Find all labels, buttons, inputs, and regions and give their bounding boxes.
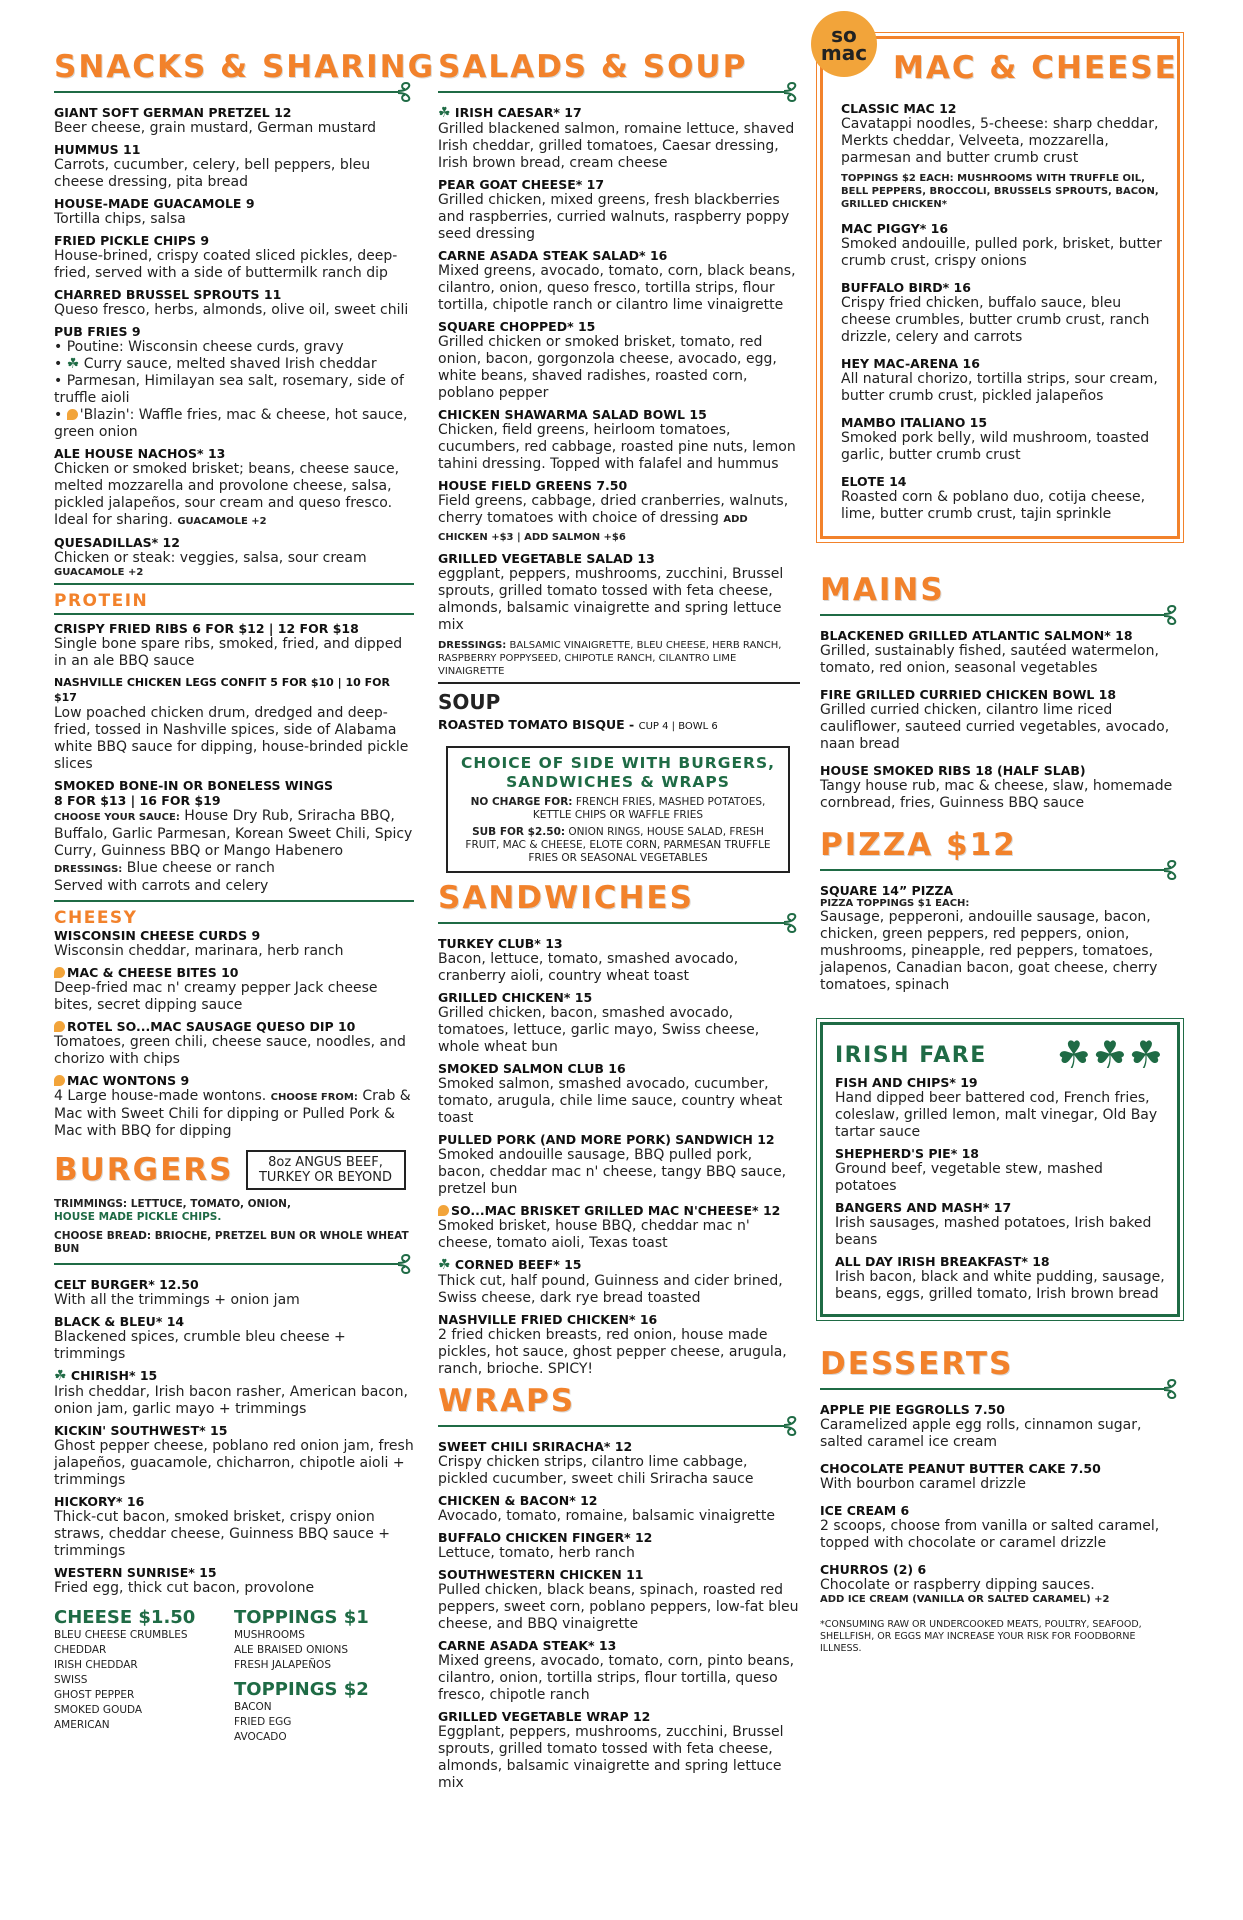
menu-item: SQUARE CHOPPED* 15 Grilled chicken or smoked brisket, tomato, red onion, bacon, gorgonzola cheese, avocado, egg, white beans, shaved radishes, roasted corn, poblano pepper	[438, 319, 777, 401]
topping-addons: TOPPINGS $1 MUSHROOMS ALE BRAISED ONIONS FRESH JALAPEÑOS TOPPINGS $2 BACON FRIED EGG AVOCADO	[234, 1607, 369, 1743]
menu-item: SO...MAC BRISKET GRILLED MAC N'CHEESE* 12 Smoked brisket, house BBQ, cheddar mac n' cheese, tomato aioli, Texas toast	[438, 1202, 781, 1251]
menu-item: NASHVILLE CHICKEN LEGS CONFIT 5 FOR $10 | 10 FOR $17 Low poached chicken drum, dredged and deep-fried, tossed in Nashville spices, side of Alabama white BBQ sauce for dipping, house-brinded pickle slices	[54, 676, 409, 772]
menu-item: WISCONSIN CHEESE CURDS 9 Wisconsin cheddar, marinara, herb ranch	[54, 928, 344, 959]
menu-item: CARNE ASADA STEAK* 13 Mixed greens, avocado, tomato, corn, pinto beans, cilantro, onion, tortilla strips, flour tortilla, queso fresco, chipotle ranch	[438, 1637, 795, 1703]
menu-item: KICKIN' SOUTHWEST* 15 Ghost pepper cheese, poblano red onion jam, fresh jalapeños, guacamole, chicharron, chipotle aioli + trimmings	[54, 1423, 414, 1488]
shamrock-icon: ☘	[54, 1368, 67, 1384]
menu-item: ROTEL SO...MAC SAUSAGE QUESO DIP 10 Tomatoes, green chili, cheese sauce, noodles, and chorizo with chips	[54, 1019, 406, 1067]
menu-item: ELOTE 14 Roasted corn & poblano duo, cotija cheese, lime, butter crumb crust, tajin sprinkle	[841, 474, 1146, 522]
menu-item: SQUARE 14” PIZZA PIZZA TOPPINGS $1 EACH: Sausage, pepperoni, andouille sausage, bacon, chicken, green peppers, red peppers, onion, mushrooms, pineapple, red peppers, tomatoes, jalapenos, Canadian bacon, goat cheese, cherry tomatoes, spinach	[820, 883, 1158, 993]
menu-item: BLACK & BLEU* 14 Blackened spices, crumble bleu cheese + trimmings	[54, 1314, 346, 1362]
so-mac-logo: so mac	[811, 11, 877, 77]
menu-item: CHARRED BRUSSEL SPROUTS 11 Queso fresco, herbs, almonds, olive oil, sweet chili	[54, 287, 409, 318]
menu-item: PEAR GOAT CHEESE* 17 Grilled chicken, mixed greens, fresh blackberries and raspberries, curried walnuts, raspberry poppy seed dressing	[438, 177, 790, 242]
menu-item: SMOKED SALMON CLUB 16 Smoked salmon, smashed avocado, cucumber, tomato, arugula, chile lime sauce, country wheat toast	[438, 1060, 783, 1126]
salads-title: SALADS & SOUP	[438, 49, 748, 85]
menu-item: BUFFALO CHICKEN FINGER* 12 Lettuce, tomato, herb ranch	[438, 1529, 653, 1561]
divider	[438, 682, 800, 684]
menu-item: BUFFALO BIRD* 16 Crispy fried chicken, buffalo sauce, bleu cheese crumbles, butter crumb crust, ranch drizzle, celery and carrots	[841, 280, 1150, 345]
column-left: SNACKS & SHARING GIANT SOFT GERMAN PRETZEL 12 Beer cheese, grain mustard, German mustard HUMMUS 11 Carrots, cucumber, celery, bell peppers, bleu cheese dressing, pita bread HOUSE-MADE GUACAMOLE 9 Tortilla chips, salsa FRIED PICKLE CHIPS 9 House-brined, crispy coated sliced pickles, deep-fried, served with a side of buttermilk ranch dip CHARRED BRUSSEL SPROUTS 11 Queso fresco, herbs, almonds, olive oil, sweet chili PUB FRIES 9 • Poutine: Wisconsin cheese curds, gravy • ☘ Curry sauce, melted shaved Irish cheddar • Parmesan, Himilayan sea salt, rosemary, side of truffle aioli • 'Blazin': Waffle fries, mac & cheese, hot sauce, green onion ALE HOUSE NACHOS* 13 Chicken or smoked brisket; beans, cheese sauce, melted mozzarella and provolone cheese, salsa, pickled jalapeños, sour cream and queso fresco. Ideal for sharing. GUACAMOLE +2 QUESADILLAS* 12 Chicken or steak: veggies, salsa, sour cream GUACAMOLE +2 PROTEIN CRISPY FRIED RIBS 6 FOR $12 | 12 FOR $18 Single bone spare ribs, smoked, fried, and dipped in an ale BBQ sauce NASHVILLE CHICKEN LEGS CONFIT 5 FOR $10 | 10 FOR $17 Low poached chicken drum, dredged and deep-fried, tossed in Nashville spices, side of Alabama white BBQ sauce for dipping, house-brinded pickle slices SMOKED BONE-IN OR BONELESS WINGS 8 FOR $13 | 16 FOR $19 CHOOSE YOUR SAUCE: House Dry Rub, Sriracha BBQ, Buffalo, Garlic Parmesan, Korean Sweet Chili, Spicy Curry, Guinness BBQ or Mango Habenero DRESSINGS: Blue cheese or ranch Served with carrots and celery CHEESY WISCONSIN CHEESE CURDS 9 Wisconsin cheddar, marinara, herb ranch MAC & CHEESE BITES 10 Deep-fried mac n' creamy pepper Jack cheese bites, secret dipping sauce ROTEL SO...MAC SAUSAGE QUESO DIP 10 Tomatoes, green chili, cheese sauce, noodles, and chorizo with chips MAC WONTONS 9 4 Large house-made wontons. CHOOSE FROM: Crab & Mac with Sweet Chili for dipping or Pulled Pork & Mac with BBQ for dipping BURGERS 8oz ANGUS BEEF, TURKEY OR BEYOND TRIMMINGS: LETTUCE, TOMATO, ONION, HOUSE MADE PICKLE CHIPS. CHOOSE BREAD: BRIOCHE, PRETZEL BUN OR WHOLE WHEAT BUN CELT BURGER* 12.50 With all the trimmings + onion jam BLACK & BLEU* 14 Blackened spices, crumble bleu cheese + trimmings ☘ CHIRISH* 15 Irish cheddar, Irish bacon rasher, American bacon, onion jam, garlic mayo + trimmings KICKIN' SOUTHWEST* 15 Ghost pepper cheese, poblano red onion jam, fresh jalapeños, guacamole, chicharron, chipotle aioli + trimmings HICKORY* 16 Thick-cut bacon, smoked brisket, crispy onion straws, cheddar cheese, Guinness BBQ sauce + trimmings WESTERN SUNRISE* 15 Fried egg, thick cut bacon, provolone CHEESE $1.50 BLEU CHEESE CRUMBLES CHEDDAR IRISH CHEDDAR SWISS GHOST PEPPER SMOKED GOUDA AMERICAN TOPPINGS $1 MUSHROOMS ALE BRAISED ONIONS FRESH JALAPEÑOS TOPPINGS $2 BACON FRIED EGG AVOCADO	[54, 49, 436, 1743]
shamrock-icon: ☘	[438, 1256, 451, 1273]
column-middle: SALADS & SOUP ☘ IRISH CAESAR* 17 Grilled blackened salmon, romaine lettuce, shaved Irish cheddar, grilled tomatoes, Caesar dressing, Irish brown bread, cream cheese PEAR GOAT CHEESE* 17 Grilled chicken, mixed greens, fresh blackberries and raspberries, curried walnuts, raspberry poppy seed dressing CARNE ASADA STEAK SALAD* 16 Mixed greens, avocado, tomato, corn, black beans, cilantro, onion, queso fresco, tortilla strips, flour tortilla, chipotle ranch or cilantro lime vinaigrette SQUARE CHOPPED* 15 Grilled chicken or smoked brisket, tomato, red onion, bacon, gorgonzola cheese, avocado, egg, white beans, shaved radishes, roasted corn, poblano pepper CHICKEN SHAWARMA SALAD BOWL 15 Chicken, field greens, heirloom tomatoes, cucumbers, red cabbage, roasted pine nuts, lemon tahini dressing. Topped with falafel and hummus HOUSE FIELD GREENS 7.50 Field greens, cabbage, dried cranberries, walnuts, cherry tomatoes with choice of dressing ADD CHICKEN +$3 | ADD SALMON +$6 GRILLED VEGETABLE SALAD 13 eggplant, peppers, mushrooms, zucchini, Brussel sprouts, grilled tomato tossed with feta cheese, almonds, balsamic vinaigrette and spring lettuce mix DRESSINGS: BALSAMIC VINAIGRETTE, BLEU CHEESE, HERB RANCH, RASPBERRY POPPYSEED, CHIPOTLE RANCH, CILANTRO LIME VINAIGRETTE SOUP ROASTED TOMATO BISQUE - CUP 4 | BOWL 6 CHOICE OF SIDE WITH BURGERS, SANDWICHES & WRAPS NO CHARGE FOR: FRENCH FRIES, MASHED POTATOES, KETTLE CHIPS OR WAFFLE FRIES SUB FOR $2.50: ONION RINGS, HOUSE SALAD, FRESH FRUIT, MAC & CHEESE, ELOTE CORN, PARMESAN TRUFFLE FRIES OR SEASONAL VEGETABLES SANDWICHES TURKEY CLUB* 13 Bacon, lettuce, tomato, smashed avocado, cranberry aioli, country wheat toast GRILLED CHICKEN* 15 Grilled chicken, bacon, smashed avocado, tomatoes, lettuce, garlic mayo, Swiss cheese, whole wheat bun SMOKED SALMON CLUB 16 Smoked salmon, smashed avocado, cucumber, tomato, arugula, chile lime sauce, country wheat toast PULLED PORK (AND MORE PORK) SANDWICH 12 Smoked andouille sausage, BBQ pulled pork, bacon, cheddar mac n' cheese, tangy BBQ sauce, pretzel bun SO...MAC BRISKET GRILLED MAC N'CHEESE* 12 Smoked brisket, house BBQ, cheddar mac n' cheese, tomato aioli, Texas toast ☘ CORNED BEEF* 15 Thick cut, half pound, Guinness and cider brined, Swiss cheese, dark rye bread toasted NASHVILLE FRIED CHICKEN* 16 2 fried chicken breasts, red onion, house made pickles, hot sauce, ghost pepper cheese, arugula, ranch, brioche. SPICY! WRAPS SWEET CHILI SRIRACHA* 12 Crispy chicken strips, cilantro lime cabbage, pickled cucumber, sweet chili Sriracha sauce CHICKEN & BACON* 12 Avocado, tomato, romaine, balsamic vinaigrette BUFFALO CHICKEN FINGER* 12 Lettuce, tomato, herb ranch SOUTHWESTERN CHICKEN 11 Pulled chicken, black beans, spinach, roasted red peppers, sweet corn, poblano peppers, low-fat bleu cheese, and BBQ vinaigrette CARNE ASADA STEAK* 13 Mixed greens, avocado, tomato, corn, pinto beans, cilantro, onion, tortilla strips, flour tortilla, queso fresco, chipotle ranch GRILLED VEGETABLE WRAP 12 Eggplant, peppers, mushrooms, zucchini, Brussel sprouts, grilled tomato tossed with feta cheese, almonds, balsamic vinaigrette and spring lettuce mix	[438, 49, 799, 1791]
section-divider	[54, 85, 414, 99]
menu-item: GIANT SOFT GERMAN PRETZEL 12 Beer cheese, grain mustard, German mustard	[54, 105, 377, 136]
menu-item: NASHVILLE FRIED CHICKEN* 16 2 fried chicken breasts, red onion, house made pickles, hot sauce, ghost pepper cheese, arugula, ranch, brioche. SPICY!	[438, 1311, 787, 1377]
mains-title: MAINS	[820, 572, 945, 608]
raw-food-disclaimer: *CONSUMING RAW OR UNDERCOOKED MEATS, POULTRY, SEAFOOD, SHELLFISH, OR EGGS MAY INCREASE YOUR RISK FOR FOODBORNE ILLNESS.	[820, 1619, 1142, 1654]
shamrock-icon: ☘	[438, 105, 451, 121]
menu-item: SHEPHERD'S PIE* 18 Ground beef, vegetable stew, mashed potatoes	[835, 1146, 1103, 1194]
cheese-addons: CHEESE $1.50 BLEU CHEESE CRUMBLES CHEDDAR IRISH CHEDDAR SWISS GHOST PEPPER SMOKED GOUDA AMERICAN	[54, 1607, 196, 1731]
menu-item: HOUSE-MADE GUACAMOLE 9 Tortilla chips, salsa	[54, 196, 255, 227]
section-divider	[54, 1257, 414, 1271]
menu-item: CLASSIC MAC 12 Cavatappi noodles, 5-cheese: sharp cheddar, Merkts cheddar, Velveeta, mozzarella, parmesan and butter crumb crust	[841, 101, 1159, 166]
desserts-title: DESSERTS	[820, 1346, 1014, 1382]
menu-item: CELT BURGER* 12.50 With all the trimmings + onion jam	[54, 1277, 300, 1308]
menu-item: CRISPY FRIED RIBS 6 FOR $12 | 12 FOR $18 Single bone spare ribs, smoked, fried, and dipped in an ale BBQ sauce	[54, 621, 403, 669]
menu-item: CHURROS (2) 6 Chocolate or raspberry dipping sauces. ADD ICE CREAM (VANILLA OR SALTED CARAMEL) +2	[820, 1562, 1110, 1605]
sandwiches-title: SANDWICHES	[438, 879, 694, 916]
menu-item: APPLE PIE EGGROLLS 7.50 Caramelized apple egg rolls, cinnamon sugar, salted caramel ice cream	[820, 1402, 1142, 1450]
menu-item: GRILLED VEGETABLE SALAD 13 eggplant, peppers, mushrooms, zucchini, Brussel sprouts, grilled tomato tossed with feta cheese, almonds, balsamic vinaigrette and spring lettuce mix	[438, 551, 784, 633]
menu-item: HOUSE SMOKED RIBS 18 (HALF SLAB) Tangy house rub, mac & cheese, slaw, homemade cornbread, fries, Guinness BBQ sauce	[820, 763, 1173, 811]
menu-item: SMOKED BONE-IN OR BONELESS WINGS 8 FOR $13 | 16 FOR $19 CHOOSE YOUR SAUCE: House Dry Rub, Sriracha BBQ, Buffalo, Garlic Parmesan, Korean Sweet Chili, Spicy Curry, Guinness BBQ or Mango Habenero DRESSINGS: Blue cheese or ranch Served with carrots and celery	[54, 778, 413, 894]
menu-item: GRILLED VEGETABLE WRAP 12 Eggplant, peppers, mushrooms, zucchini, Brussel sprouts, grilled tomato tossed with feta cheese, almonds, balsamic vinaigrette and spring lettuce mix	[438, 1708, 784, 1791]
section-divider	[820, 1382, 1180, 1396]
cheesy-title: CHEESY	[54, 908, 138, 928]
burgers-header	[54, 1150, 414, 1190]
menu-item: HOUSE FIELD GREENS 7.50 Field greens, cabbage, dried cranberries, walnuts, cherry tomatoes with choice of dressing ADD CHICKEN +$3 | ADD SALMON +$6	[438, 478, 789, 543]
mac-title: MAC & CHEESE	[893, 50, 1178, 86]
menu-item: MAC PIGGY* 16 Smoked andouille, pulled pork, brisket, butter crumb crust, crispy onions	[841, 221, 1162, 269]
protein-title: PROTEIN	[54, 591, 149, 611]
menu-item: FRIED PICKLE CHIPS 9 House-brined, crispy coated sliced pickles, deep-fried, served with a side of buttermilk ranch dip	[54, 233, 398, 281]
irish-fare-box	[820, 1022, 1180, 1317]
divider	[54, 613, 414, 615]
menu-item: FISH AND CHIPS* 19 Hand dipped beer battered cod, French fries, coleslaw, grilled lemon, malt vinegar, Old Bay tartar sauce	[835, 1075, 1158, 1140]
menu-item: FIRE GRILLED CURRIED CHICKEN BOWL 18 Grilled curried chicken, cilantro lime riced cauliflower, sauteed curried vegetables, avocado, naan bread	[820, 687, 1170, 752]
menu-item: ICE CREAM 6 2 scoops, choose from vanilla or salted caramel, topped with chocolate or caramel drizzle	[820, 1503, 1160, 1551]
wraps-title: WRAPS	[438, 1382, 576, 1419]
menu-item: HUMMUS 11 Carrots, cucumber, celery, bell peppers, bleu cheese dressing, pita bread	[54, 142, 371, 190]
menu-item: WESTERN SUNRISE* 15 Fried egg, thick cut bacon, provolone	[54, 1565, 315, 1596]
menu-item: ALL DAY IRISH BREAKFAST* 18 Irish bacon, black and white pudding, sausage, beans, eggs, grilled tomato, Irish brown bread	[835, 1254, 1165, 1302]
mac-cheese-box: so mac MAC & CHEESE CLASSIC MAC 12 Cavatappi noodles, 5-cheese: sharp cheddar, Merkts cheddar, Velveeta, mozzarella, parmesan and butter crumb crust TOPPINGS $2 EACH: MUSHROOMS WITH TRUFFLE OIL, BELL PEPPERS, BROCCOLI, BRUSSELS SPROUTS, BACON, GRILLED CHICKEN* MAC PIGGY* 16 Smoked andouille, pulled pork, brisket, butter crumb crust, crispy onions BUFFALO BIRD* 16 Crispy fried chicken, buffalo sauce, bleu cheese crumbles, butter crumb crust, ranch drizzle, celery and carrots HEY MAC-ARENA 16 All natural chorizo, tortilla strips, sour cream, butter crumb crust, pickled jalapeños MAMBO ITALIANO 15 Smoked pork belly, wild mushroom, toasted garlic, butter crumb crust ELOTE 14 Roasted corn & poblano duo, cotija cheese, lime, butter crumb crust, tajin sprinkle	[820, 36, 1180, 539]
menu-item: QUESADILLAS* 12 Chicken or steak: veggies, salsa, sour cream GUACAMOLE +2	[54, 535, 367, 578]
section-divider	[820, 608, 1180, 622]
section-divider	[438, 85, 800, 99]
menu-item: BLACKENED GRILLED ATLANTIC SALMON* 18 Grilled, sustainably fished, sautéed watermelon, tomato, red onion, seasonal vegetables	[820, 628, 1159, 676]
so-mac-cone-icon	[54, 1075, 65, 1086]
so-mac-cone-icon	[438, 1205, 449, 1216]
section-divider	[438, 916, 800, 930]
so-mac-cone-icon	[54, 967, 65, 978]
so-mac-cone-icon	[54, 1021, 65, 1032]
menu-item: ☘ CORNED BEEF* 15 Thick cut, half pound, Guinness and cider brined, Swiss cheese, dark rye bread toasted	[438, 1256, 783, 1306]
menu-item: CARNE ASADA STEAK SALAD* 16 Mixed greens, avocado, tomato, corn, black beans, cilantro, onion, queso fresco, tortilla strips, flour tortilla, chipotle ranch or cilantro lime vinaigrette	[438, 248, 796, 313]
menu-item: BANGERS AND MASH* 17 Irish sausages, mashed potatoes, Irish baked beans	[835, 1200, 1152, 1248]
pub-fries: PUB FRIES 9 • Poutine: Wisconsin cheese curds, gravy • ☘ Curry sauce, melted shaved Irish cheddar • Parmesan, Himilayan sea salt, rosemary, side of truffle aioli • 'Blazin': Waffle fries, mac & cheese, hot sauce, green onion	[54, 324, 408, 440]
menu-item: CHOCOLATE PEANUT BUTTER CAKE 7.50 With bourbon caramel drizzle	[820, 1461, 1101, 1492]
menu-item: SWEET CHILI SRIRACHA* 12 Crispy chicken strips, cilantro lime cabbage, pickled cucumber, sweet chili Sriracha sauce	[438, 1438, 754, 1487]
menu-item: PULLED PORK (AND MORE PORK) SANDWICH 12 Smoked andouille sausage, BBQ pulled pork, bacon, cheddar mac n' cheese, tangy BBQ sauce, pretzel bun	[438, 1131, 787, 1197]
section-divider	[438, 1419, 800, 1433]
column-right	[820, 23, 1180, 1655]
menu-item: CHICKEN SHAWARMA SALAD BOWL 15 Chicken, field greens, heirloom tomatoes, cucumbers, red cabbage, roasted pine nuts, lemon tahini dressing. Topped with falafel and hummus	[438, 407, 796, 472]
menu-item: HICKORY* 16 Thick-cut bacon, smoked brisket, crispy onion straws, cheddar cheese, Guinness BBQ sauce + trimmings	[54, 1494, 391, 1559]
menu-item: ALE HOUSE NACHOS* 13 Chicken or smoked brisket; beans, cheese sauce, melted mozzarella and provolone cheese, salsa, pickled jalapeños, sour cream and queso fresco. Ideal for sharing. GUACAMOLE +2	[54, 446, 400, 528]
divider	[54, 583, 414, 585]
divider	[54, 900, 414, 902]
burger-protein-badge: 8oz ANGUS BEEF, TURKEY OR BEYOND	[246, 1150, 406, 1190]
irish-title: IRISH FARE	[835, 1042, 987, 1068]
menu-item: HEY MAC-ARENA 16 All natural chorizo, tortilla strips, sour cream, butter crumb crust, pickled jalapeños	[841, 356, 1158, 404]
add-ons	[54, 1607, 414, 1745]
shamrock-icon: ☘	[66, 356, 80, 372]
sides-box: CHOICE OF SIDE WITH BURGERS, SANDWICHES & WRAPS NO CHARGE FOR: FRENCH FRIES, MASHED POTATOES, KETTLE CHIPS OR WAFFLE FRIES SUB FOR $2.50: ONION RINGS, HOUSE SALAD, FRESH FRUIT, MAC & CHEESE, ELOTE CORN, PARMESAN TRUFFLE FRIES OR SEASONAL VEGETABLES	[446, 746, 790, 873]
menu-item: CHICKEN & BACON* 12 Avocado, tomato, romaine, balsamic vinaigrette	[438, 1492, 775, 1524]
menu-item: MAMBO ITALIANO 15 Smoked pork belly, wild mushroom, toasted garlic, butter crumb crust	[841, 415, 1150, 463]
section-divider	[820, 863, 1180, 877]
menu-item: GRILLED CHICKEN* 15 Grilled chicken, bacon, smashed avocado, tomatoes, lettuce, garlic mayo, Swiss cheese, whole wheat bun	[438, 989, 760, 1055]
burgers-title: BURGERS	[54, 1152, 234, 1188]
pizza-title: PIZZA $12	[820, 827, 1017, 863]
menu-item: ☘ CHIRISH* 15 Irish cheddar, Irish bacon rasher, American bacon, onion jam, garlic mayo + trimmings	[54, 1368, 408, 1417]
shamrocks-decoration: ☘☘☘	[1056, 1033, 1165, 1077]
so-mac-cone-icon	[67, 409, 78, 420]
menu-item: ☘ IRISH CAESAR* 17 Grilled blackened salmon, romaine lettuce, shaved Irish cheddar, grilled tomatoes, Caesar dressing, Irish brown bread, cream cheese	[438, 105, 795, 171]
menu-item: MAC & CHEESE BITES 10 Deep-fried mac n' creamy pepper Jack cheese bites, secret dipping sauce	[54, 965, 378, 1013]
snacks-title: SNACKS & SHARING	[54, 49, 436, 85]
soup-title: SOUP	[438, 689, 501, 714]
menu-item: MAC WONTONS 9 4 Large house-made wontons. CHOOSE FROM: Crab & Mac with Sweet Chili for dipping or Pulled Pork & Mac with BBQ for dipping	[54, 1073, 411, 1139]
menu-item: SOUTHWESTERN CHICKEN 11 Pulled chicken, black beans, spinach, roasted red peppers, sweet corn, poblano peppers, low-fat bleu cheese, and BBQ vinaigrette	[438, 1566, 799, 1632]
menu-item: TURKEY CLUB* 13 Bacon, lettuce, tomato, smashed avocado, cranberry aioli, country wheat toast	[438, 935, 739, 984]
